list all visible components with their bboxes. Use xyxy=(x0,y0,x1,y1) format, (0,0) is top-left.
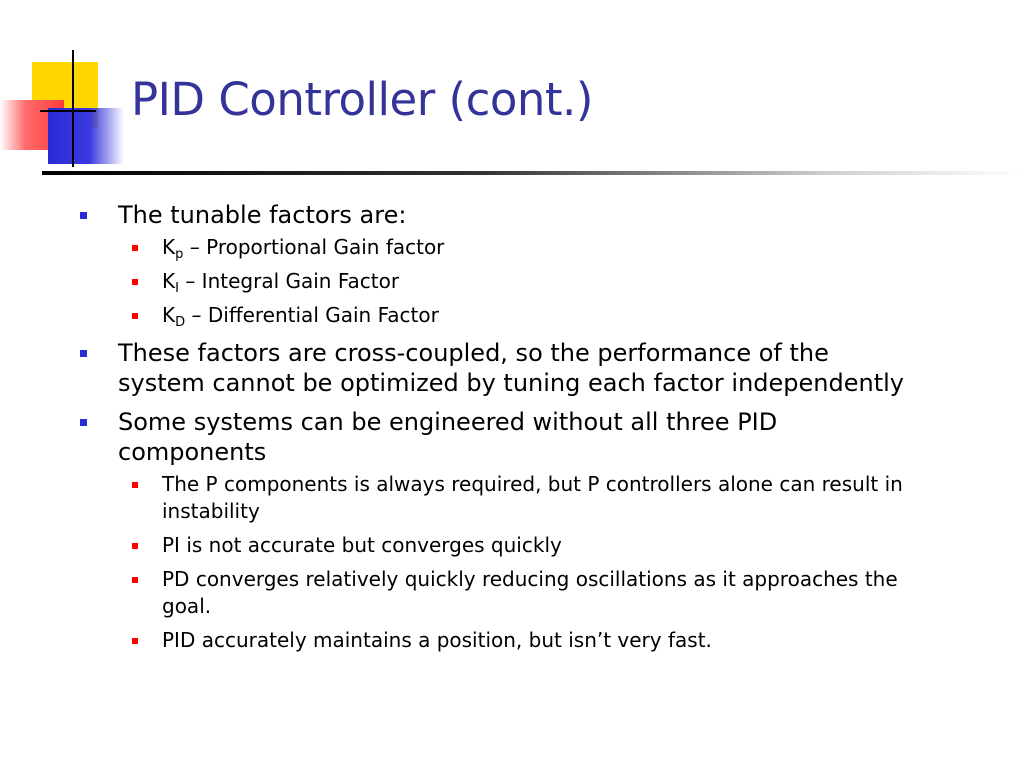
square-bullet-icon xyxy=(132,577,138,583)
bullet-text: Some systems can be engineered without all three PID components xyxy=(118,408,778,466)
factor-subscript: p xyxy=(175,247,184,262)
square-bullet-icon xyxy=(80,419,87,426)
square-bullet-icon xyxy=(80,350,87,357)
factor-subscript: D xyxy=(175,315,186,330)
sub-bullet-p-required xyxy=(118,471,910,525)
sub-bullet-text: PID accurately maintains a position, but isn’t very fast. xyxy=(162,628,712,652)
sub-bullet-text: PD converges relatively quickly reducing oscillations as it approaches the goal. xyxy=(162,567,898,618)
decor-horizontal-line xyxy=(40,110,96,112)
sub-bullet-kp xyxy=(118,234,910,261)
sub-bullet-ki xyxy=(118,268,910,295)
sub-bullet-pid xyxy=(118,627,910,654)
square-bullet-icon xyxy=(132,482,138,488)
factor-subscript: I xyxy=(175,281,179,296)
bullet-tunable-factors xyxy=(80,200,910,329)
square-bullet-icon xyxy=(132,245,138,251)
factor-symbol: K xyxy=(162,269,176,293)
decor-vertical-line xyxy=(72,50,74,167)
sub-bullet-pi xyxy=(118,532,910,559)
sub-bullet-pd xyxy=(118,566,910,620)
sub-bullet-list xyxy=(118,471,910,654)
bullet-cross-coupled xyxy=(80,338,910,398)
bullet-text: The tunable factors are: xyxy=(118,201,407,229)
slide-content xyxy=(80,200,910,663)
sub-bullet-text: The P components is always required, but P controllers alone can result in instability xyxy=(162,472,903,523)
factor-symbol: K xyxy=(162,303,176,327)
title-underline xyxy=(42,171,1024,175)
square-bullet-icon xyxy=(132,279,138,285)
factor-description: – Proportional Gain factor xyxy=(183,235,445,259)
bullet-text: These factors are cross-coupled, so the performance of the system cannot be optimized by tuning each factor independently xyxy=(118,339,905,397)
square-bullet-icon xyxy=(132,638,138,644)
decor-blue-square xyxy=(48,108,124,164)
square-bullet-icon xyxy=(132,543,138,549)
square-bullet-icon xyxy=(80,212,87,219)
square-bullet-icon xyxy=(132,313,138,319)
bullet-some-systems xyxy=(80,407,910,654)
sub-bullet-text: PI is not accurate but converges quickly xyxy=(162,533,562,557)
factor-description: – Integral Gain Factor xyxy=(178,269,400,293)
factor-symbol: K xyxy=(162,235,176,259)
sub-bullet-list xyxy=(118,234,910,329)
sub-bullet-kd xyxy=(118,302,910,329)
slide-title: PID Controller (cont.) xyxy=(131,73,593,126)
factor-description: – Differential Gain Factor xyxy=(185,303,439,327)
